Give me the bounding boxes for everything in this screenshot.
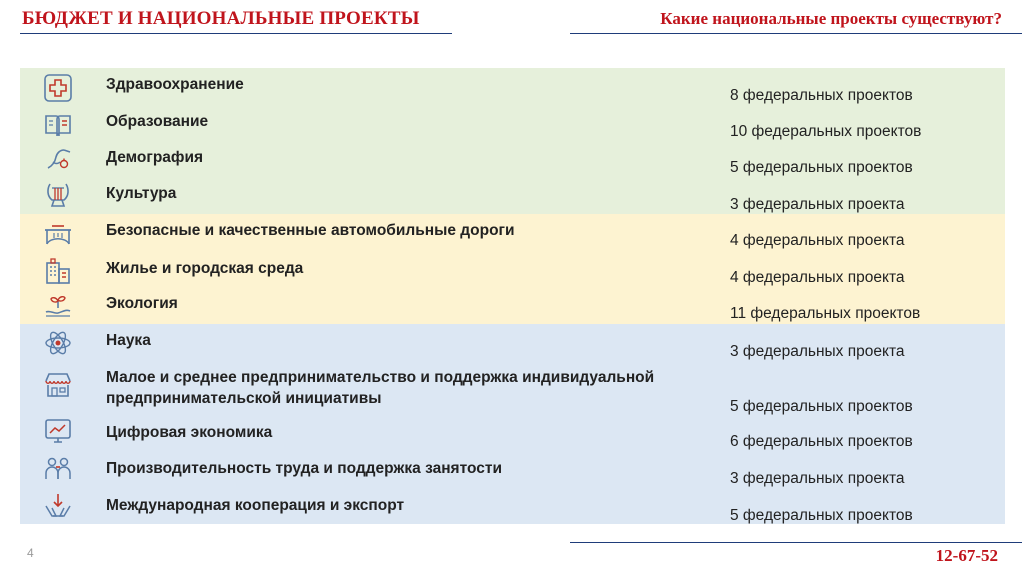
- slide-question: Какие национальные проекты существуют?: [660, 9, 1002, 28]
- project-count: 11 федеральных проектов: [730, 305, 921, 322]
- lyre-icon: [42, 179, 74, 211]
- footer-rule: [570, 542, 1022, 543]
- project-name: Демография: [106, 149, 204, 166]
- medical-cross-icon: [42, 72, 74, 104]
- project-count: 5 федеральных проектов: [730, 159, 913, 176]
- project-count: 3 федеральных проекта: [730, 343, 905, 360]
- project-count: 4 федеральных проекта: [730, 232, 905, 249]
- project-count: 5 федеральных проектов: [730, 507, 913, 524]
- project-count: 5 федеральных проектов: [730, 398, 913, 415]
- project-name: Производительность труда и поддержка занятости: [106, 460, 502, 477]
- footer-code: 12-67-52: [935, 546, 998, 565]
- page-number: 4: [27, 546, 34, 560]
- project-name: Наука: [106, 332, 151, 349]
- atom-icon: [42, 327, 74, 359]
- project-name: Экология: [106, 295, 178, 312]
- project-count: 3 федеральных проекта: [730, 470, 905, 487]
- header-rule-left: [20, 33, 452, 34]
- project-name: Культура: [106, 185, 177, 202]
- bridge-icon: [42, 218, 74, 250]
- project-name: Цифровая экономика: [106, 424, 273, 441]
- book-icon: [42, 109, 74, 141]
- project-count: 6 федеральных проектов: [730, 433, 913, 450]
- digital-chart-icon: [42, 415, 74, 447]
- section-title: БЮДЖЕТ И НАЦИОНАЛЬНЫЕ ПРОЕКТЫ: [22, 8, 420, 29]
- project-name: Жилье и городская среда: [106, 260, 304, 277]
- projects-table: [20, 68, 1005, 524]
- project-name: Безопасные и качественные автомобильные дороги: [106, 222, 515, 239]
- project-count: 3 федеральных проекта: [730, 196, 905, 213]
- project-name: Образование: [106, 113, 209, 130]
- project-count: 8 федеральных проектов: [730, 87, 913, 104]
- project-name: Здравоохранение: [106, 76, 244, 93]
- project-count: 4 федеральных проекта: [730, 269, 905, 286]
- header-rule-right: [570, 33, 1022, 34]
- sprout-hand-icon: [42, 290, 74, 322]
- stork-icon: [42, 144, 74, 176]
- shop-icon: [42, 369, 74, 401]
- export-hands-icon: [42, 490, 74, 522]
- project-count: 10 федеральных проектов: [730, 123, 922, 140]
- buildings-icon: [42, 255, 74, 287]
- project-name: Малое и среднее предпринимательство и поддержка индивидуальной предпринимательской инициативы: [106, 369, 655, 407]
- project-name: Международная кооперация и экспорт: [106, 497, 405, 514]
- workers-icon: [42, 453, 74, 485]
